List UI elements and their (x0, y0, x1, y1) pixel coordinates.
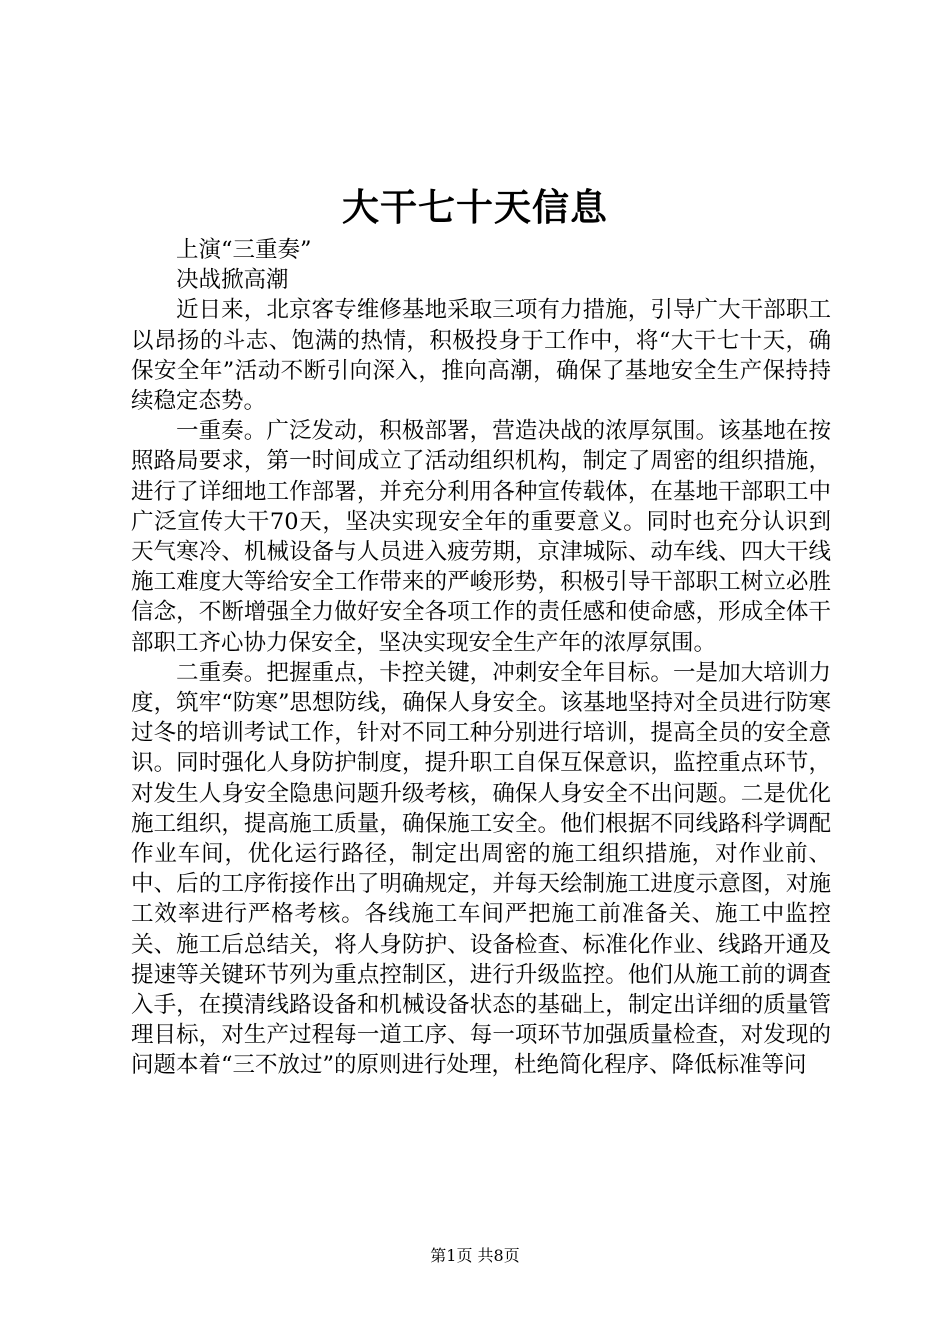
page-title: 大干七十天信息 (342, 185, 608, 229)
body-paragraph: 二重奏。把握重点，卡控关键，冲刺安全年目标。一是加大培训力度，筑牢“防寒”思想防线，确保人身安全。该基地坚持对全员进行防寒过冬的培训考试工作，针对不同工种分别进行培训，提高全员的安全意识。同时强化人身防护制度，提升职工自保互保意识，监控重点环节，对发生人身安全隐患问题升级考核，确保人身安全不出问题。二是优化施工组织，提高施工质量，确保施工安全。他们根据不同线路科学调配作业车间，优化运行路径，制定出周密的施工组织措施，对作业前、中、后的工序衔接作出了明确规定，并每天绘制施工进度示意图，对施工效率进行严格考核。各线施工车间严把施工前准备关、施工中监控关、施工后总结关，将人身防护、设备检查、标准化作业、线路开通及提速等关键环节列为重点控制区，进行升级监控。他们从施工前的调查入手，在摸清线路设备和机械设备状态的基础上，制定出详细的质量管理目标，对生产过程每一道工序、每一项环节加强质量检查，对发现的问题本着“三不放过”的原则进行处理，杜绝简化程序、降低标准等问 (131, 659, 831, 1079)
body-paragraph: 近日来，北京客专维修基地采取三项有力措施，引导广大干部职工以昂扬的斗志、饱满的热情，积极投身于工作中，将“大干七十天，确保安全年”活动不断引向深入，推向高潮，确保了基地安全生产保持持续稳定态势。 (131, 297, 831, 415)
page-number-footer: 第1页 共8页 (430, 1246, 520, 1265)
document-body (131, 235, 831, 1081)
body-paragraph: 一重奏。广泛发动，积极部署，营造决战的浓厚氛围。该基地在按照路局要求，第一时间成立了活动组织机构，制定了周密的组织措施，进行了详细地工作部署，并充分利用各种宣传载体，在基地干部职工中广泛宣传大干70天，坚决实现安全年的重要意义。同时也充分认识到天气寒冷、机械设备与人员进入疲劳期，京津城际、动车线、四大干线施工难度大等给安全工作带来的严峻形势，积极引导干部职工树立必胜信念，不断增强全力做好安全各项工作的责任感和使命感，形成全体干部职工齐心协力保安全，坚决实现安全生产年的浓厚氛围。 (131, 418, 831, 656)
subtitle-line: 上演“三重奏” (176, 237, 312, 263)
subtitle-line: 决战掀高潮 (176, 267, 289, 294)
